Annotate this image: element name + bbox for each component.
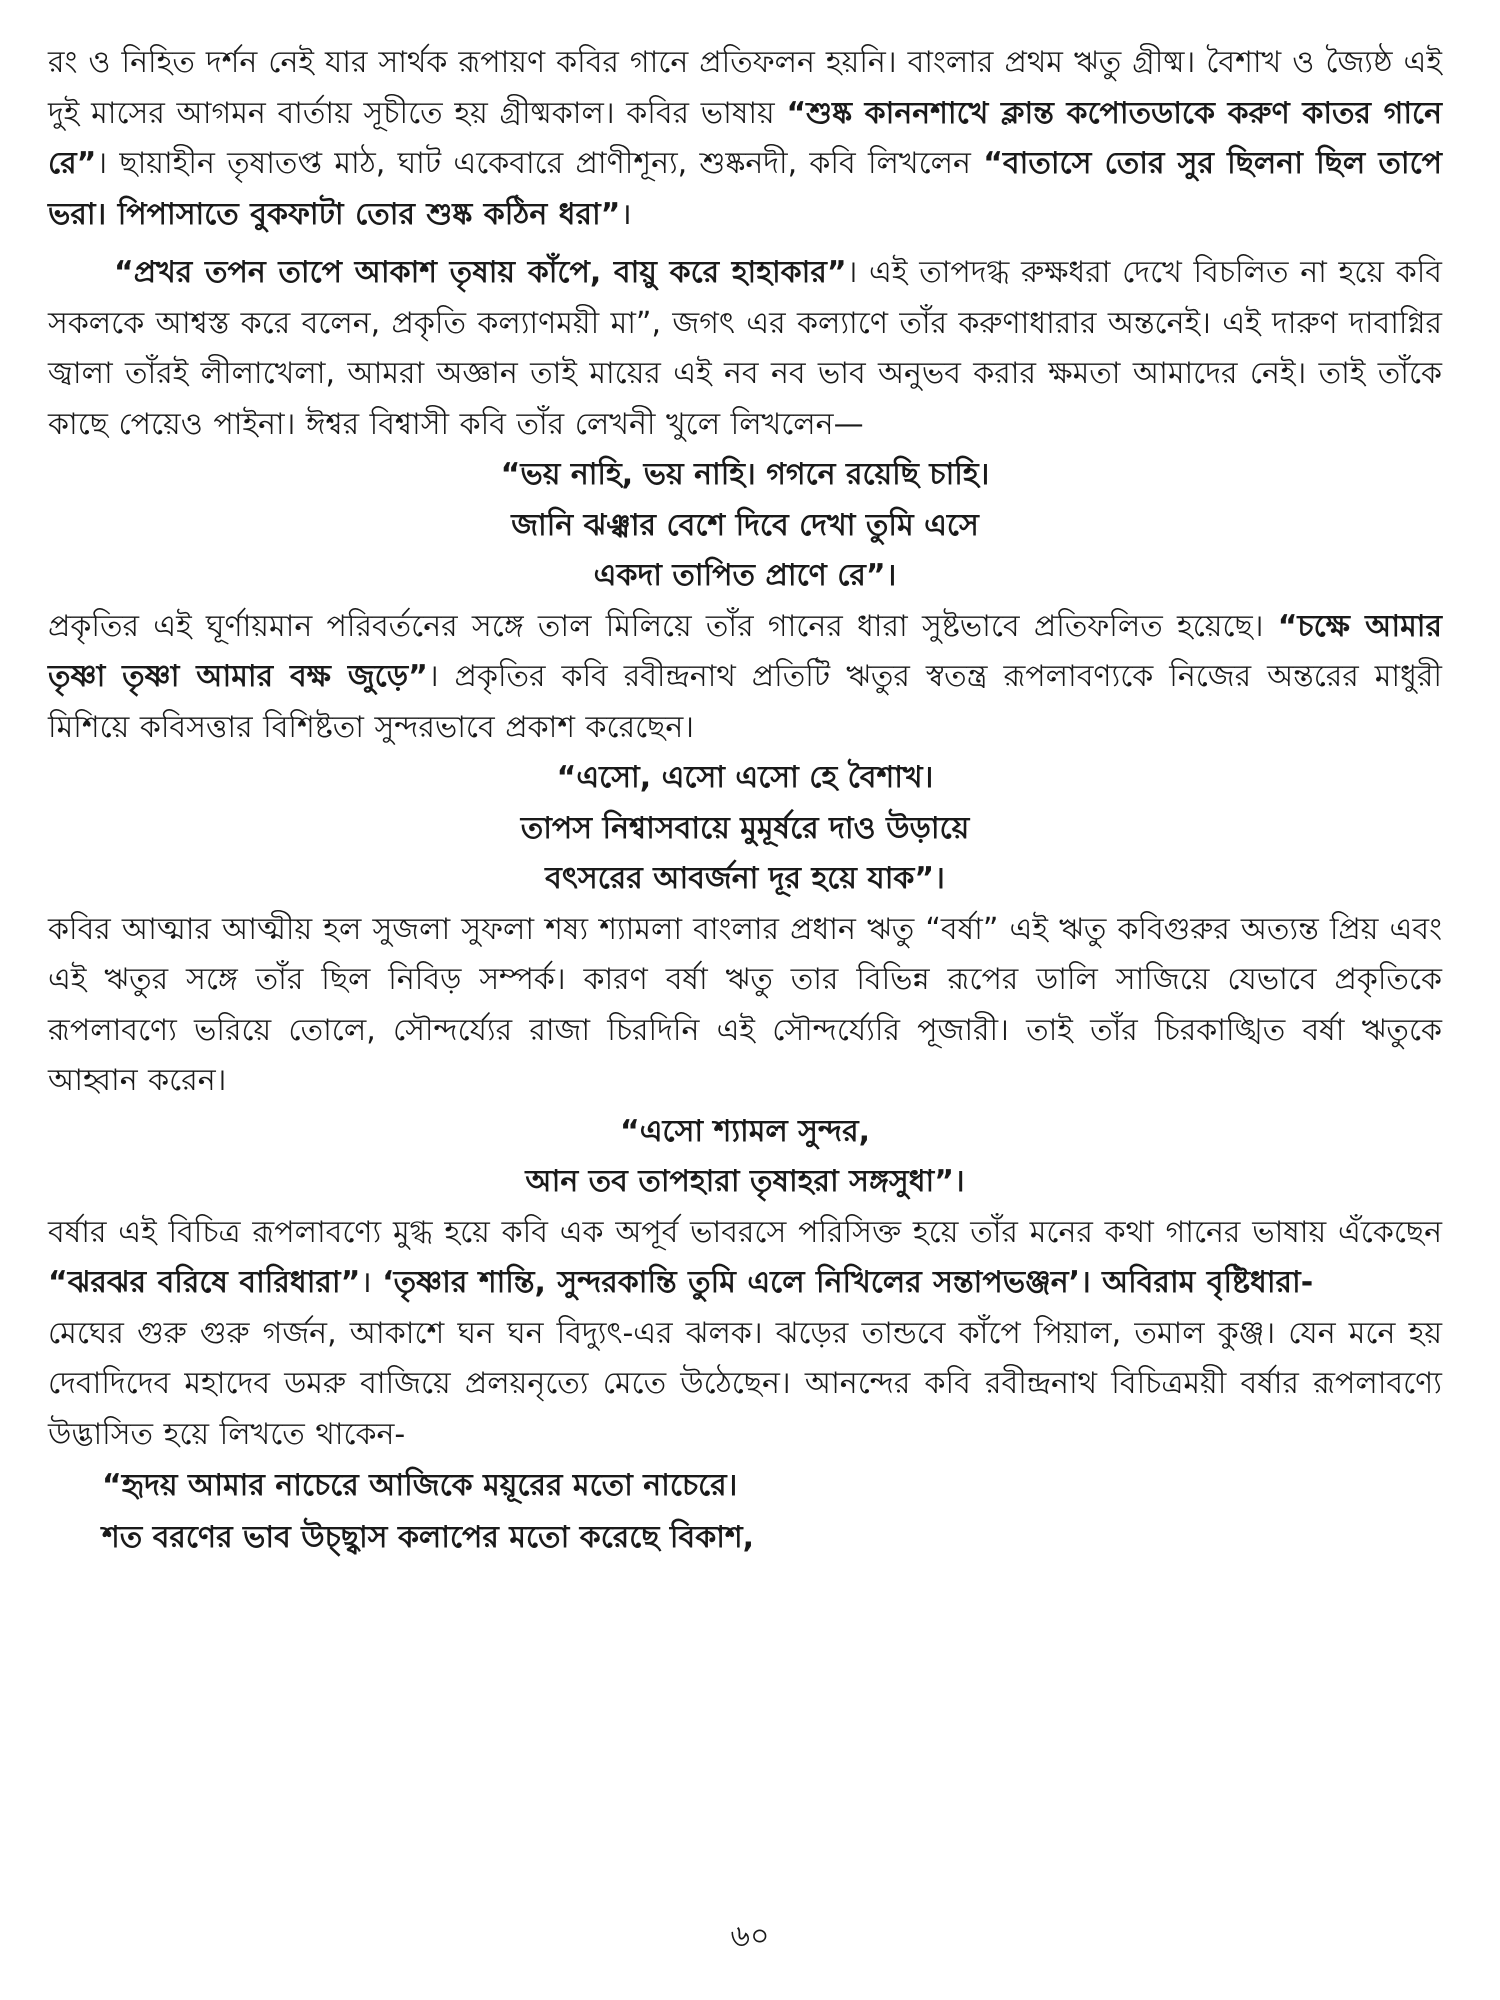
paragraph-nature-change: প্রকৃতির এই ঘূর্ণায়মান পরিবর্তনের সঙ্গে তাল মিলিয়ে তাঁর গানের ধারা সুষ্টভাবে প্রতিফলিত হয়েছে। “চক্ষে আমার তৃষ্ণা তৃষ্ণা আমার বক্ষ জুড়ে”। প্রকৃতির কবি রবীন্দ্রনাথ প্রতিটি ঋতুর স্বতন্ত্র রূপলাবণ্যকে নিজের অন্তরের মাধুরী মিশিয়ে কবিসত্তার বিশিষ্টতা সুন্দরভাবে প্রকাশ করেছেন। [48,608,1443,745]
verse-line: আন তব তাপহারা তৃষাহরা সঙ্গসুধা”। [525,1164,965,1199]
quote-thirst-peace: ‘তৃষ্ণার শান্তি, সুন্দরকান্তি তুমি এলে নিখিলের সন্তাপভঞ্জন’। অবিরাম বৃষ্টিধারা- [382,1265,1314,1300]
verse-line: তাপস নিশ্বাসবায়ে মুমূর্ষরে দাও উড়ায়ে [520,810,970,846]
page-number: ৬০ [730,1919,770,1954]
paragraph-rain-beauty: বর্ষার এই বিচিত্র রূপলাবণ্যে মুগ্ধ হয়ে কবি এক অপূর্ব ভাবরসে পরিসিক্ত হয়ে তাঁর মনের কথা গানের ভাষায় এঁকেছেন “ঝরঝর বরিষে বারিধারা”। ‘তৃষ্ণার শান্তি, সুন্দরকান্তি তুমি এলে নিখিলের সন্তাপভঞ্জন’। অবিরাম বৃষ্টিধারা- [48,1214,1442,1300]
verse-line: “এসো শ্যামল সুন্দর, [620,1113,870,1149]
quote-thirst: “চক্ষে আমার তৃষ্ণা তৃষ্ণা আমার বক্ষ জুড়ে” [48,608,1442,694]
paragraph-thunder: মেঘের গুরু গুরু গর্জন, আকাশে ঘন ঘন বিদ্যুৎ-এর ঝলক। ঝড়ের তান্ডবে কাঁপে পিয়াল, তমাল কুঞ্জ। যেন মনে হয় দেবাদিদেব মহাদেব ডমরু বাজিয়ে প্রলয়নৃত্যে মেতে উঠেছেন। আনন্দের কবি রবীন্দ্রনাথ বিচিত্রময়ী বর্ষার রূপলাবণ্যে উদ্ভাসিত হয়ে লিখতে থাকেন- [48,1315,1442,1452]
verse-block-shyamal [48,1107,1442,1208]
paragraph-monsoon: কবির আত্মার আত্মীয় হল সুজলা সুফলা শষ্য শ্যামলা বাংলার প্রধান ঋতু “বর্ষা” এই ঋতু কবিগুরুর অত্যন্ত প্রিয় এবং এই ঋতুর সঙ্গে তাঁর ছিল নিবিড় সম্পর্ক। কারণ বর্ষা ঋতু তার বিভিন্ন রূপের ডালি সাজিয়ে যেভাবে প্রকৃতিকে রূপলাবণ্যে ভরিয়ে তোলে, সৌন্দর্য্যের রাজা চিরদিনি এই সৌন্দর্য্যেরি পূজারী। তাই তাঁর চিরকাঙ্খিত বর্ষা ঋতুকে আহ্বান করেন। [48,911,1442,1098]
verse-line: শত বরণের ভাব উচ্ছ্বাস কলাপের মতো করেছে বিকাশ, [102,1520,755,1555]
paragraph-summer-intro: রং ও নিহিত দর্শন নেই যার সার্থক রূপায়ণ কবির গানে প্রতিফলন হয়নি। বাংলার প্রথম ঋতু গ্রীষ্ম। বৈশাখ ও জ্যৈষ্ঠ এই দুই মাসের আগমন বার্তায় সূচীতে হয় গ্রীষ্মকাল। কবির ভাষায় “শুষ্ক কাননশাখে ক্লান্ত কপোতডাকে করুণ কাতর গানে রে”। ছায়াহীন তৃষাতপ্ত মাঠ, ঘাট একেবারে প্রাণীশূন্য, শুষ্কনদী, কবি লিখলেন “বাতাসে তোর সুর ছিলনা ছিল তাপে ভরা। পিপাসাতে বুকফাটা তোর শুষ্ক কঠিন ধরা”। [48,45,1443,232]
verse-line: “এসো, এসো এসো হে বৈশাখ। [556,760,934,795]
verse-line: একদা তাপিত প্রাণে রে”। [593,558,897,593]
quote-scorching-sun: “প্রখর তপন তাপে আকাশ তৃষায় কাঁপে, বায়ু করে হাহাকার” [114,255,847,290]
verse-line: “ভয় নাহি, ভয় নাহি। গগনে রয়েছি চাহি। [500,457,990,492]
quote-dry-forest: “শুষ্ক কাননশাখে ক্লান্ত কপোতডাকে করুণ কাতর গানে রে” [48,95,1442,181]
verse-line: জানি ঝঞ্ঝার বেশে দিবে দেখা তুমি এসে [511,507,979,543]
verse-block-heart [48,1460,1442,1564]
quote-rain: “ঝরঝর বরিষে বারিধারা” [48,1265,361,1300]
verse-block-boishakh [48,753,1442,905]
verse-line: “হৃদয় আমার নাচেরে আজিকে ময়ূরের মতো নাচেরে। [102,1468,738,1503]
quote-wind: “বাতাসে তোর সুর ছিলনা ছিল তাপে ভরা। পিপাসাতে বুকফাটা তোর শুষ্ক কঠিন ধরা” [48,146,1443,232]
verse-line: বৎসরের আবর্জনা দূর হয়ে যাক”। [545,861,945,896]
paragraph-scorching-sun: “প্রখর তপন তাপে আকাশ তৃষায় কাঁপে, বায়ু করে হাহাকার”। এই তাপদগ্ধ রুক্ষধরা দেখে বিচলিত না হয়ে কবি সকলকে আশ্বস্ত করে বলেন, প্রকৃতি কল্যাণময়ী মা”, জগৎ এর কল্যাণে তাঁর করুণাধারার অন্তনেই। এই দারুণ দাবাগ্নির জ্বালা তাঁরই লীলাখেলা, আমরা অজ্ঞান তাই মায়ের এই নব নব ভাব অনুভব করার ক্ষমতা আমাদের নেই। তাই তাঁকে কাছে পেয়েও পাইনা। ঈশ্বর বিশ্বাসী কবি তাঁর লেখনী খুলে লিখলেন— [48,255,1443,442]
verse-block-fearless [48,450,1442,602]
